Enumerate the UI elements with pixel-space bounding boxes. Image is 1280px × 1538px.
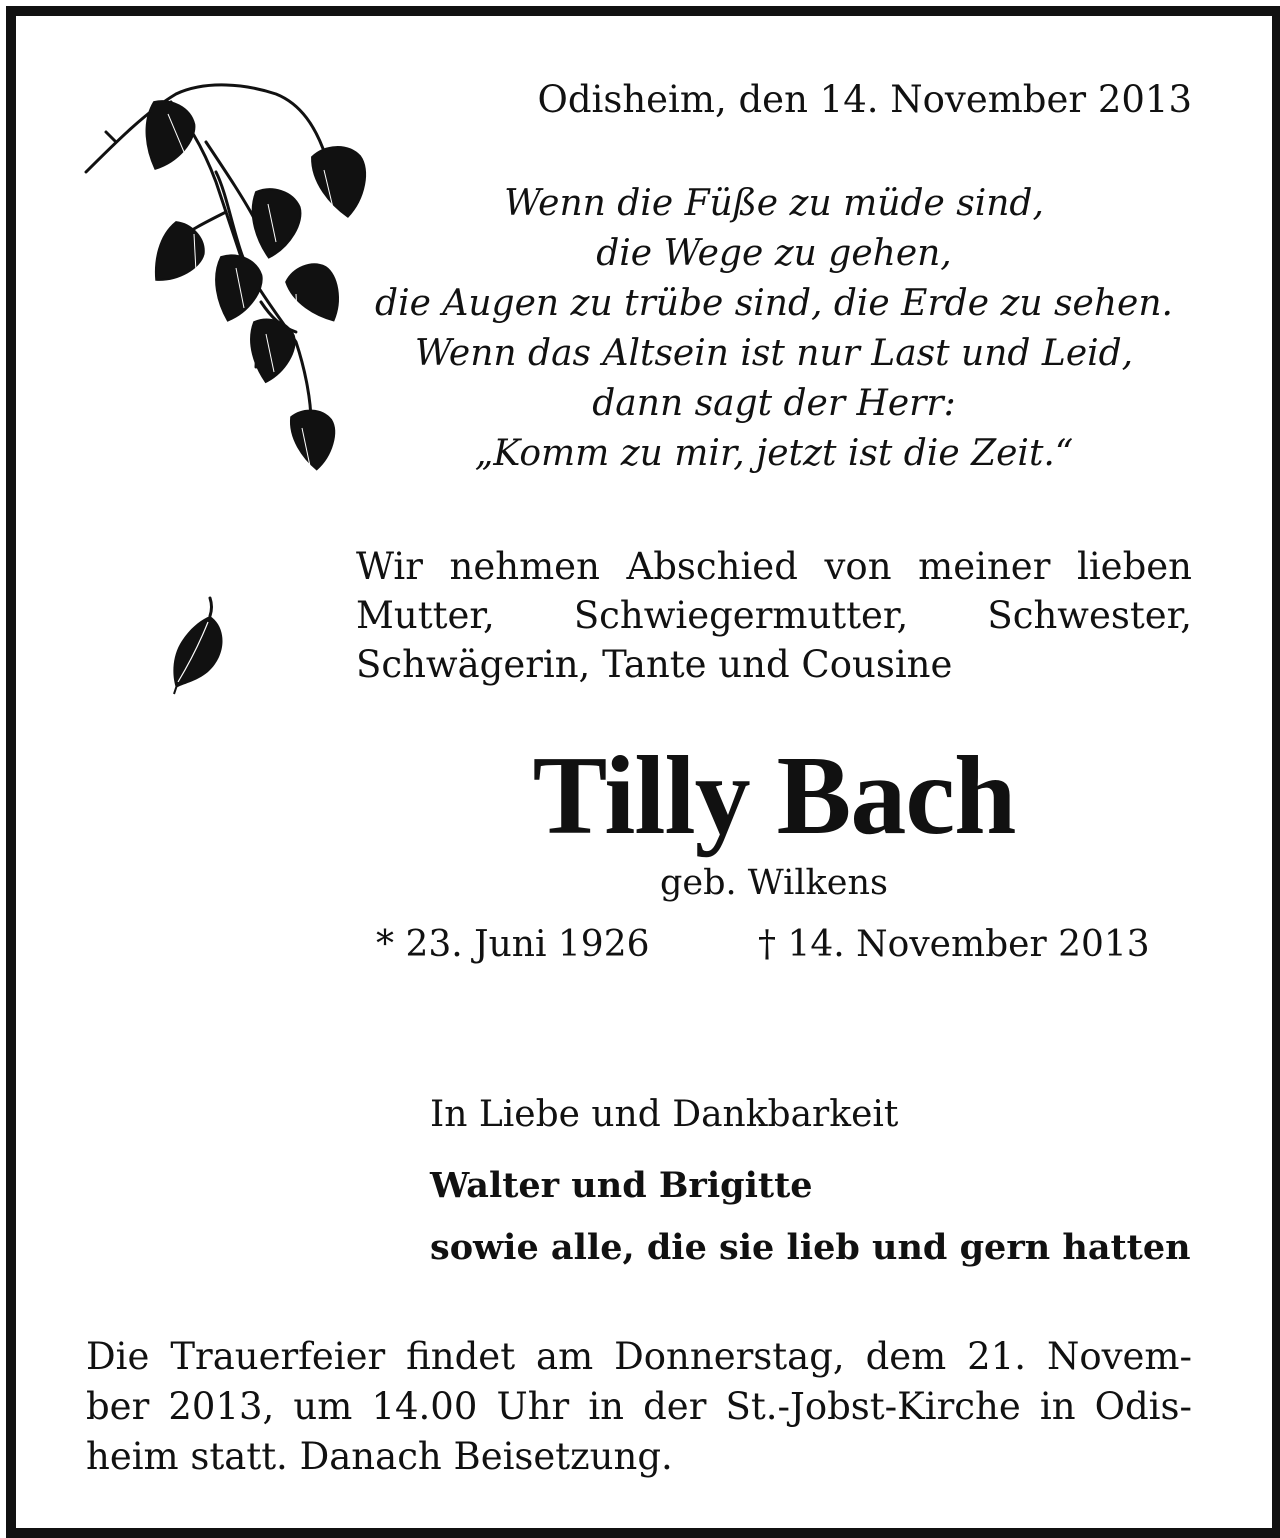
poem-line: die Wege zu gehen, bbox=[596, 233, 952, 274]
date-line: Odisheim, den 14. November 2013 bbox=[537, 78, 1192, 121]
service-line: heim statt. Danach Beisetzung. bbox=[86, 1435, 673, 1478]
funeral-service-info bbox=[86, 1332, 1192, 1482]
poem-line: die Augen zu trübe sind, die Erde zu sehen. bbox=[375, 283, 1173, 324]
service-line: Die Trauerfeier findet am Donnerstag, dem 21. Novem- bbox=[86, 1335, 1192, 1378]
deceased-name: Tilly Bach bbox=[532, 734, 1016, 858]
birth-date: * 23. Juni 1926 bbox=[376, 924, 650, 965]
falling-leaf-icon bbox=[166, 596, 236, 700]
obituary-frame bbox=[6, 6, 1280, 1538]
poem bbox=[356, 179, 1192, 479]
birch-branch-icon bbox=[76, 72, 376, 496]
signatories-others: sowie alle, die sie lieb und gern hatten bbox=[430, 1227, 1191, 1268]
intro-line: Mutter, Schwiegermutter, Schwester, bbox=[356, 594, 1192, 637]
maiden-name: geb. Wilkens bbox=[660, 863, 888, 903]
closing-thanks: In Liebe und Dankbarkeit bbox=[430, 1094, 899, 1135]
poem-line: dann sagt der Herr: bbox=[592, 383, 956, 424]
poem-line: „Komm zu mir, jetzt ist die Zeit.“ bbox=[474, 433, 1074, 474]
poem-line: Wenn die Füße zu müde sind, bbox=[504, 183, 1044, 224]
signatories: Walter und Brigitte bbox=[430, 1165, 813, 1206]
service-line: ber 2013, um 14.00 Uhr in der St.-Jobst-Kirche in Odis- bbox=[86, 1385, 1192, 1428]
death-date: † 14. November 2013 bbox=[758, 924, 1150, 965]
poem-line: Wenn das Altsein ist nur Last und Leid, bbox=[414, 333, 1134, 374]
intro-line: Wir nehmen Abschied von meiner lieben bbox=[356, 545, 1192, 588]
intro-line: Schwägerin, Tante und Cousine bbox=[356, 643, 953, 686]
intro-text bbox=[356, 542, 1192, 689]
